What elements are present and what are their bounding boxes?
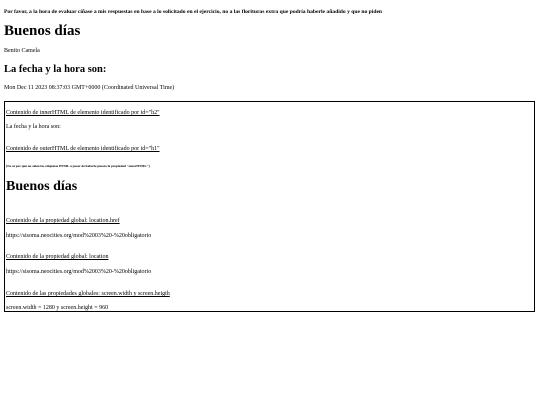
- innerhtml-value: La fecha y la hora son:: [6, 124, 61, 130]
- innerhtml-label: Contenido de innerHTML de elemento identificado por id="h2": [6, 110, 160, 116]
- location-label: Contenido de la propiedad global: location: [6, 254, 109, 260]
- author-name: Benito Camela: [4, 48, 40, 54]
- screen-label: Contenido de las propiedades globales: screen.width y screen.heigth: [6, 291, 170, 297]
- outerhtml-value: Buenos días: [6, 179, 78, 194]
- evaluation-notice: Por favor, a la hora de evaluar cíñase a mis respuestas en base a lo solicitado en el ejercicio, no a las florituras extra que podría haberle añadido y que no piden: [4, 9, 383, 15]
- outerhtml-label: Contenido de outerHTML de elemento identificado por id="h1": [6, 146, 160, 152]
- greeting-heading: Buenos días: [4, 23, 81, 39]
- date-heading: La fecha y la hora son:: [4, 64, 107, 75]
- date-value: Mon Dec 11 2023 08:37:03 GMT+0000 (Coordinated Universal Time): [4, 85, 175, 91]
- screen-value: screen.width = 1280 y screen.height = 960: [6, 305, 109, 311]
- location-href-label: Contenido de la propiedad global: location.href: [6, 218, 120, 224]
- location-value: https://sisoma.neocities.org/mod%2003%20-%20obligatorio: [6, 269, 152, 275]
- results-box: [4, 101, 535, 312]
- location-href-value: https://sisoma.neocities.org/mod%2003%20-%20obligatorio: [6, 233, 152, 239]
- outerhtml-note: (No sé por qué no salen las etiquetas HTML a pesar de haberle puesto la propiedad "outerHTML"): [6, 164, 150, 168]
